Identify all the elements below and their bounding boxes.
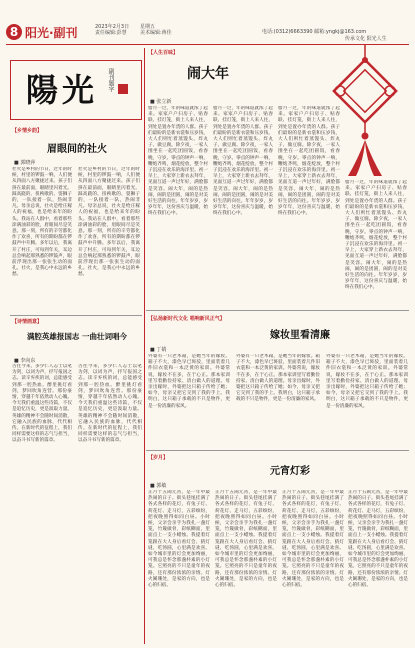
article2-tag: 【诗情画意】 [12, 319, 43, 325]
article1-body-col2: 社火是乡村的节日，过年的时候，村里的锣鼓一响，人们便从四面八方聚拢过来。孩子们挤在最前面，眼睛里闪着光。踩高跷的、扭秧歌的、耍狮子的，一队接着一队，热闹非凡。母亲总说，社火是给庄稼人的祝福，也是给来年的盼头。我站在人群中，看着那些涂满油彩的脸，眉眼间尽是笑意。那一刻，所有的辛劳都化作了欢喜，所有的期盼都在锣鼓声中升腾。多年以后，我离开了村庄，可每到年关，耳边总会响起那熟悉的锣鼓声，眼前浮现出那一张张生动的面孔。社火，是我心中永远的乡愁。 [78, 167, 140, 278]
red-seal-stamp [118, 84, 128, 94]
weekday: 星期五 [140, 24, 156, 30]
article5-title: 元宵灯彩 [270, 466, 310, 477]
editor-line: 责任编辑:彭慧 [95, 30, 127, 36]
article1-tag: 【乡情乡韵】 [12, 128, 43, 134]
article5-body-col2: 正月十五闹元宵，是一年中最热闹的日子。街头巷尾挂满了各式各样的花灯，有兔子灯、荷花灯、走马灯，五彩缤纷，把夜晚照得如同白昼。小时候，父亲会亲手为我扎一盏灯笼，竹篾做骨，彩纸糊面，里面点上一支小蜡烛。我提着灯笼跟在大人身后看灯会、猜灯谜、吃汤圆，心里满是欢喜。如今城市里的灯会更加绚丽，可我总是怀念那盏朴素的小灯笼。它照亮的不只是童年的夜路，还有那份浓浓的亲情。灯火阑珊处，是家的方向，也是心的归宿。 [215, 490, 277, 589]
section-title: 阳光·副刊 [25, 26, 78, 40]
contact-line: 电话:(0312)6663390 邮箱:yngkj@163.com [262, 29, 367, 35]
date-line: 2023年2月3日 [95, 24, 130, 30]
article5-body-col4: 正月十五闹元宵，是一年中最热闹的日子。街头巷尾挂满了各式各样的花灯，有兔子灯、荷花灯、走马灯，五彩缤纷，把夜晚照得如同白昼。小时候，父亲会亲手为我扎一盏灯笼，竹篾做骨，彩纸糊面，里面点上一支小蜡烛。我提着灯笼跟在大人身后看灯会、猜灯谜、吃汤圆，心里满是欢喜。如今城市里的灯会更加绚丽，可我总是怀念那盏朴素的小灯笼。它照亮的不只是童年的夜路，还有那份浓浓的亲情。灯火阑珊处，是家的方向，也是心的归宿。 [348, 490, 408, 589]
article2-body-col1: 古往今来，多少仁人志士以笔为剑，以词为声，抒写报国之志。读辛弃疾的词，总能感受到那一腔热血。醉里挑灯看剑，梦回吹角连营。那份豪情，穿越千年依然动人心魄。今天我们重温这些诗篇，不仅是追忆历史，更是汲取力量。英雄的精神不会随时间消散，它融入民族的血脉，代代相传。在新时代的征程上，我们同样需要这样的志气与担当，以奋斗书写新的篇章。 [12, 364, 72, 444]
article2-title: 满腔英雄报国志 一曲壮词唱今 [26, 332, 128, 341]
masthead-calligraphy: 陽光 [26, 71, 99, 109]
article4-tag: 【弘扬新时代文化 唱响新风正气】 [148, 316, 225, 322]
article1-title: 眉眼间的社火 [47, 144, 107, 155]
article3-tag: 【人生百味】 [148, 50, 179, 56]
article5-tag: 【岁月】 [148, 455, 169, 461]
article3-title: 闹大年 [187, 66, 229, 82]
article1-byline: ■ 郭晓萍 [14, 160, 36, 166]
divider [146, 310, 409, 311]
article5-body-col1: 正月十五闹元宵，是一年中最热闹的日子。街头巷尾挂满了各式各样的花灯，有兔子灯、荷花灯、走马灯，五彩缤纷，把夜晚照得如同白昼。小时候，父亲会亲手为我扎一盏灯笼，竹篾做骨，彩纸糊面，里面点上一支小蜡烛。我提着灯笼跟在大人身后看灯会、猜灯谜、吃汤圆，心里满是欢喜。如今城市里的灯会更加绚丽，可我总是怀念那盏朴素的小灯笼。它照亮的不只是童年的夜路，还有那份浓浓的亲情。灯火阑珊处，是家的方向，也是心的归宿。 [148, 490, 210, 589]
divider [146, 450, 409, 451]
article4-byline: ■ 丁婧 [150, 347, 167, 353]
chinese-knot-illustration [320, 44, 410, 179]
article2-byline: ■ 李向东 [14, 358, 36, 364]
article3-body-col3: 腊月一过，年的味道就浓了起来。家家户户扫房子、贴春联、挂灯笼，街上人来人往，到处是置办年货的人群。孩子们最盼的是新衣裳和压岁钱，大人们则忙着蒸馒头、炸丸子、做豆腐。除夕夜，一家人围坐在一起吃团圆饭，看春晚，守岁。零点的钟声一响，鞭炮齐鸣，烟花绽放，整个村子沉浸在欢乐的海洋里。初一早上，大家穿上新衣去拜年，见面互道一声过年好，满脸都是笑容。闹大年，闹的是热闹，闹的是团圆，闹的是对美好生活的向往。年年岁岁，岁岁年年，这份喜庆与温暖，始终在我们心中。 [278, 106, 340, 217]
masthead-inscription: 副刊题字 [107, 68, 114, 92]
article3-body-col1: 腊月一过，年的味道就浓了起来。家家户户扫房子、贴春联、挂灯笼，街上人来人往，到处是置办年货的人群。孩子们最盼的是新衣裳和压岁钱，大人们则忙着蒸馒头、炸丸子、做豆腐。除夕夜，一家人围坐在一起吃团圆饭，看春晚，守岁。零点的钟声一响，鞭炮齐鸣，烟花绽放，整个村子沉浸在欢乐的海洋里。初一早上，大家穿上新衣去拜年，见面互道一声过年好，满脸都是笑容。闹大年，闹的是热闹，闹的是团圆，闹的是对美好生活的向往。年年岁岁，岁岁年年，这份喜庆与温暖，始终在我们心中。 [148, 106, 208, 217]
article3-body-col2: 腊月一过，年的味道就浓了起来。家家户户扫房子、贴春联、挂灯笼，街上人来人往，到处是置办年货的人群。孩子们最盼的是新衣裳和压岁钱，大人们则忙着蒸馒头、炸丸子、做豆腐。除夕夜，一家人围坐在一起吃团圆饭，看春晚，守岁。零点的钟声一响，鞭炮齐鸣，烟花绽放，整个村子沉浸在欢乐的海洋里。初一早上，大家穿上新衣去拜年，见面互道一声过年好，满脸都是笑容。闹大年，闹的是热闹，闹的是团圆，闹的是对美好生活的向往。年年岁岁，岁岁年年，这份喜庆与温暖，始终在我们心中。 [213, 106, 273, 217]
page-number-badge: 8 [6, 24, 22, 40]
divider [10, 315, 142, 316]
designer-line: 美术编辑:蒋佳 [140, 30, 172, 36]
article1-body-col1: 社火是乡村的节日，过年的时候，村里的锣鼓一响，人们便从四面八方聚拢过来。孩子们挤在最前面，眼睛里闪着光。踩高跷的、扭秧歌的、耍狮子的，一队接着一队，热闹非凡。母亲总说，社火是给庄稼人的祝福，也是给来年的盼头。我站在人群中，看着那些涂满油彩的脸，眉眼间尽是笑意。那一刻，所有的辛劳都化作了欢喜，所有的期盼都在锣鼓声中升腾。多年以后，我离开了村庄，可每到年关，耳边总会响起那熟悉的锣鼓声，眼前浮现出那一张张生动的面孔。社火，是我心中永远的乡愁。 [12, 167, 72, 278]
article3-byline: ■ 张立新 [150, 99, 172, 105]
slogan: 传承文化 阳光人生 [345, 36, 387, 42]
article5-byline: ■ 郭敏 [150, 483, 167, 489]
article5-body-col3: 正月十五闹元宵，是一年中最热闹的日子。街头巷尾挂满了各式各样的花灯，有兔子灯、荷花灯、走马灯，五彩缤纷，把夜晚照得如同白昼。小时候，父亲会亲手为我扎一盏灯笼，竹篾做骨，彩纸糊面，里面点上一支小蜡烛。我提着灯笼跟在大人身后看灯会、猜灯谜、吃汤圆，心里满是欢喜。如今城市里的灯会更加绚丽，可我总是怀念那盏朴素的小灯笼。它照亮的不只是童年的夜路，还有那份浓浓的亲情。灯火阑珊处，是家的方向，也是心的归宿。 [282, 490, 344, 589]
article4-title: 嫁妆里看清廉 [270, 330, 330, 341]
article3-body-col4: 腊月一过，年的味道就浓了起来。家家户户扫房子、贴春联、挂灯笼，街上人来人往，到处是置办年货的人群。孩子们最盼的是新衣裳和压岁钱，大人们则忙着蒸馒头、炸丸子、做豆腐。除夕夜，一家人围坐在一起吃团圆饭，看春晚，守岁。零点的钟声一响，鞭炮齐鸣，烟花绽放，整个村子沉浸在欢乐的海洋里。初一早上，大家穿上新衣去拜年，见面互道一声过年好，满脸都是笑容。闹大年，闹的是热闹，闹的是团圆，闹的是对美好生活的向往。年年岁岁，岁岁年年，这份喜庆与温暖，始终在我们心中。 [345, 180, 407, 291]
article4-body-col3: 外婆有一只老木箱，是她当年的嫁妆。箱子不大，漆色早已斑驳，里面装着几件旧衣裳和一本泛黄的家训。外婆常说，嫁妆不在多，在于心正。那本家训里写着勤俭持家、清白做人的道理。母亲出嫁时，外婆把这只箱子传给了她；如今，母亲又把它交到了我的手上。我明白，这只箱子承载的不只是物件，更是一份清廉的家风。 [326, 354, 408, 409]
article4-body-col2: 外婆有一只老木箱，是她当年的嫁妆。箱子不大，漆色早已斑驳，里面装着几件旧衣裳和一本泛黄的家训。外婆常说，嫁妆不在多，在于心正。那本家训里写着勤俭持家、清白做人的道理。母亲出嫁时，外婆把这只箱子传给了她；如今，母亲又把它交到了我的手上。我明白，这只箱子承载的不只是物件，更是一份清廉的家风。 [236, 354, 320, 403]
article2-body-col2: 古往今来，多少仁人志士以笔为剑，以词为声，抒写报国之志。读辛弃疾的词，总能感受到那一腔热血。醉里挑灯看剑，梦回吹角连营。那份豪情，穿越千年依然动人心魄。今天我们重温这些诗篇，不仅是追忆历史，更是汲取力量。英雄的精神不会随时间消散，它融入民族的血脉，代代相传。在新时代的征程上，我们同样需要这样的志气与担当，以奋斗书写新的篇章。 [78, 364, 142, 444]
article4-body-col1: 外婆有一只老木箱，是她当年的嫁妆。箱子不大，漆色早已斑驳，里面装着几件旧衣裳和一本泛黄的家训。外婆常说，嫁妆不在多，在于心正。那本家训里写着勤俭持家、清白做人的道理。母亲出嫁时，外婆把这只箱子传给了她；如今，母亲又把它交到了我的手上。我明白，这只箱子承载的不只是物件，更是一份清廉的家风。 [148, 354, 230, 409]
column-separator [144, 48, 145, 644]
